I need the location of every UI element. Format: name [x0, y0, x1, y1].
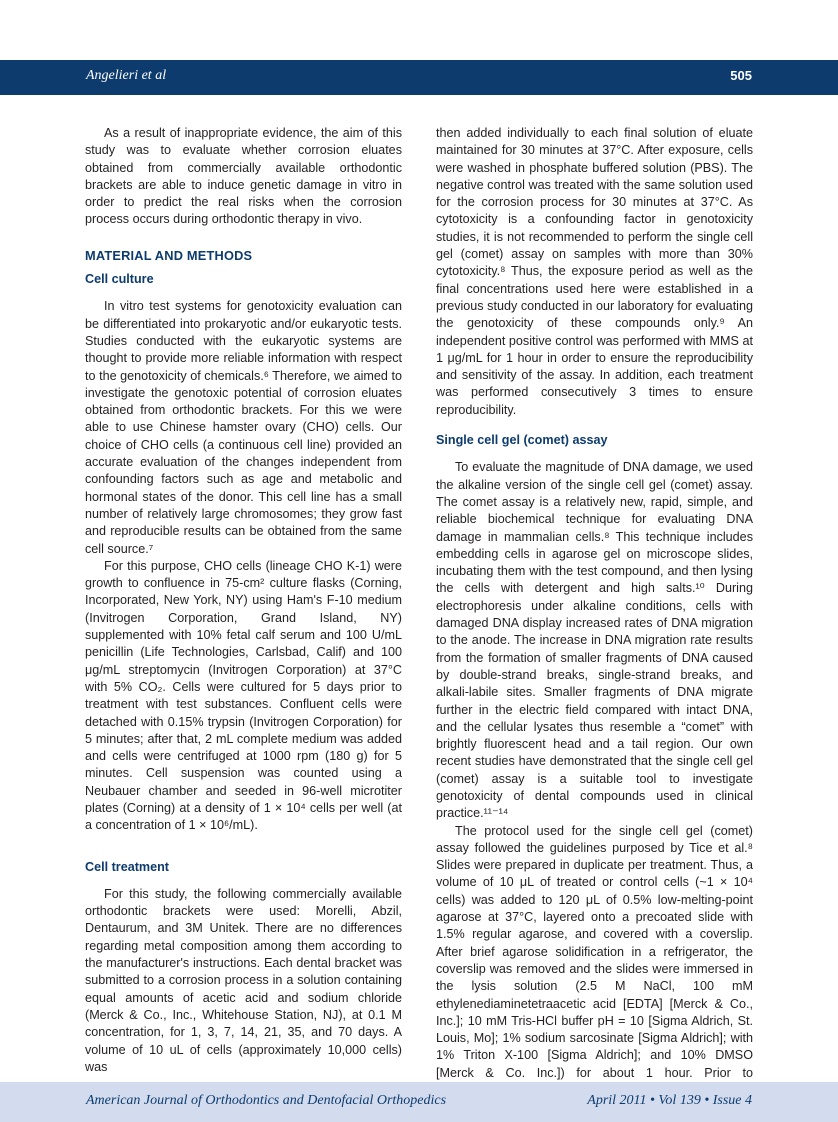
running-author: Angelieri et al — [86, 68, 167, 83]
intro-paragraph: As a result of inappropriate evidence, the aim of this study was to evaluate whether corrosion eluates obtained from commercially available orthodontic brackets are able to induce genetic damage in vitro in order to predict the real risks when the corrosion process occurs during orthodontic therapy in vivo. — [85, 126, 402, 227]
running-header — [0, 60, 838, 95]
issue-info: April 2011 • Vol 139 • Issue 4 — [587, 1093, 752, 1108]
subheading-cell-treatment: Cell treatment — [85, 859, 169, 874]
paragraph-comet-1: To evaluate the magnitude of DNA damage, we used the alkaline version of the single cell gel (comet) assay. The comet assay is a relatively new, rapid, simple, and reliable biochemical technique for evaluating DNA damage in mammalian cells.⁸ This technique includes embedding cells in agarose gel on microscope slides, incubating them with the test compound, and then lysing the cells with detergent and high salts.¹⁰ During electrophoresis under alkaline conditions, cells with damaged DNA display increased rates of DNA migration to the anode. The increase in DNA migration rate results from the formation of smaller fragments of DNA caused by double-strand breaks, single-strand breaks, and alkali-labile sites. Smaller fragments of DNA migrate further in the electric field compared with intact DNA, and the cellular lysates thus resemble a “comet” with brightly fluorescent head and a tail region. Our own recent studies have demonstrated that the single cell gel (comet) assay is a suitable tool to investigate genotoxicity of dental compounds used in clinical practice.¹¹⁻¹⁴ — [436, 460, 753, 821]
paragraph-treatment-continued: then added individually to each final solution of eluate maintained for 30 minutes at 37°C. After exposure, cells were washed in phosphate buffered solution (PBS). The negative control was treated with the same solution used for the corrosion process for 30 minutes at 37°C. As cytotoxicity is a confounding factor in genotoxicity studies, it is not recommended to perform the single cell gel (comet) assay on samples with more than 30% cytotoxicity.⁸ Thus, the exposure period as well as the final concentrations used here were established in a previous study conducted in our laboratory for evaluating the genotoxicity of these compounds only.⁹ An independent positive control was performed with MMS at 1 μg/mL for 1 hour in order to ensure the reproducibility and sensitivity of the assay. In addition, each treatment was performed consecutively 3 times to ensure reproducibility. — [436, 126, 753, 417]
paragraph-cell-culture-2: For this purpose, CHO cells (lineage CHO K-1) were growth to confluence in 75-cm² culture flasks (Corning, Incorporated, New York, NY) using Ham's F-10 medium (Invitrogen Corporation, Grand Island, NY) supplemented with 10% fetal calf serum and 100 U/mL penicillin (Life Technologies, Carlsbad, Calif) and 100 μg/mL streptomycin (Invitrogen Corporation) at 37°C with 5% CO₂. Cells were cultured for 5 days prior to treatment with test substances. Confluent cells were detached with 0.15% trypsin (Invitrogen Corporation) for 5 minutes; after that, 2 mL complete medium was added and cells were centrifuged at 1000 rpm (180 g) for 5 minutes. Cell suspension was counted using a Neubauer chamber and seeded in 96-well microtiter plates (Corning) at a density of 1 × 10⁴ cells per well (at a concentration of 1 × 10⁶/mL). — [85, 558, 402, 833]
paragraph-comet-2: The protocol used for the single cell gel (comet) assay followed the guidelines purposed by Tice et al.⁸ Slides were prepared in duplicate per treatment. Thus, a volume of 10 μL of treated or control cells (~1 × 10⁴ cells) was added to 120 μL of 0.5% low-melting-point agarose at 37°C, layered onto a precoated slide with 1.5% regular agarose, and covered with a coverslip. After brief agarose solidification in a refrigerator, the coverslip was removed and the slides were immersed in the lysis solution (2.5 M NaCl, 100 mM ethylenediaminetetraacetic acid [EDTA] [Merck & Co., Inc.]; 10 mM Tris-HCl buffer pH = 10 [Sigma Aldrich, St. Louis, Mo]; 1% sodium sarcosinate [Sigma Aldrich]; with 1% Triton X-100 [Sigma Aldrich]; and 10% DMSO [Merck & Co. Inc.]) for about 1 hour. Prior to — [436, 823, 753, 1080]
section-heading-methods: MATERIAL AND METHODS — [85, 247, 253, 263]
page-number: 505 — [730, 68, 752, 83]
subheading-cell-culture: Cell culture — [85, 272, 154, 287]
paragraph-cell-culture-1: In vitro test systems for genotoxicity evaluation can be differentiated into prokaryotic and/or eukaryotic tests. Studies conducted with the eukaryotic systems are thought to provide more reliable information with respect to the genotoxicity of chemicals.⁶ Therefore, we aimed to investigate the genotoxic potential of corrosion eluates obtained from orthodontic brackets. For this we were able to use Chinese hamster ovary (CHO) cells. Our choice of CHO cells (a continuous cell line) provided an accurate evaluation of the changes independent from confounding factors such as age and metabolic and hormonal states of the donor. This cell line has a small number of relatively large chromosomes; they grow fast and reproducible results can be obtained from the same cell source.⁷ — [85, 299, 402, 556]
right-column — [436, 125, 753, 1099]
subheading-comet-assay: Single cell gel (comet) assay — [436, 433, 608, 448]
paragraph-cell-treatment-1: For this study, the following commercially available orthodontic brackets were used: Morelli, Abzil, Dentaurum, and 3M Unitek. There are no differences regarding metal composition among them according to the manufacturer's instructions. Each dental bracket was submitted to a corrosion process in a solution containing equal amounts of acetic acid and sodium chloride (Merck & Co., Inc., Whitehouse Station, NJ), at 0.1 M concentration, for 1, 3, 7, 14, 21, 35, and 70 days. A volume of 10 uL of cells (approximately 10,000 cells) was — [85, 886, 402, 1074]
journal-name: American Journal of Orthodontics and Dentofacial Orthopedics — [86, 1093, 447, 1108]
running-footer — [0, 1082, 838, 1122]
left-column — [85, 125, 402, 1076]
